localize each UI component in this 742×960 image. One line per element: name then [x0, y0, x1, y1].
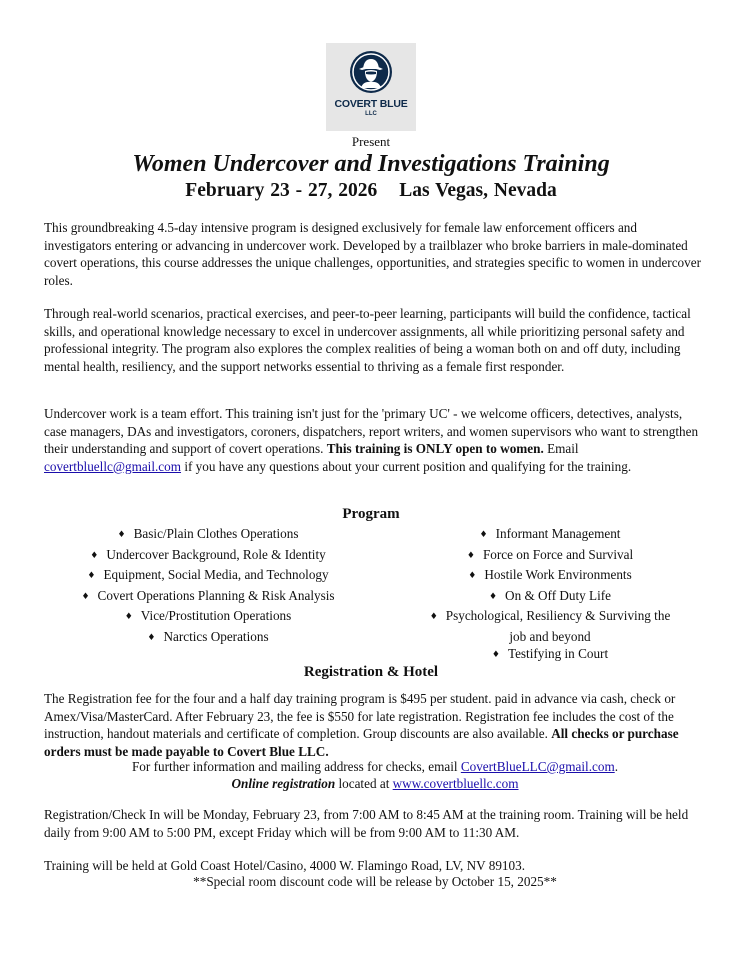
p3-text-c: if you have any questions about your current position and qualifying for the training.: [181, 458, 632, 474]
present-label: Present: [351, 134, 391, 149]
program-item: ♦ Vice/Prostitution Operations: [124, 608, 292, 623]
detective-emblem-icon: [349, 50, 393, 94]
info-line: For further information and mailing address for checks, email CovertBlueLLC@gmail.com.: [131, 759, 619, 774]
diamond-bullet-icon: ♦: [468, 571, 477, 581]
women-only-notice: This training is ONLY open to women.: [326, 441, 544, 456]
diamond-bullet-icon: ♦: [124, 612, 133, 622]
event-location: Las Vegas, Nevada: [399, 180, 557, 201]
date-location-line: [0, 180, 742, 202]
diamond-bullet-icon: ♦: [147, 632, 156, 643]
p3-text-a: Undercover work is a team effort. This training isn't just for the 'primary UC' - we welcome officers, detectives, analysts, case managers, DAs and investigators, coroners, dispatchers, report writers, and women supervisors who want to strengthen their understanding and support of covert operations.: [44, 406, 699, 456]
registration-heading: Registration & Hotel: [303, 664, 439, 680]
logo-suffix: LLC: [365, 111, 377, 117]
website-link[interactable]: www.covertbluellc.com: [392, 776, 519, 791]
logo-name: COVERT BLUE: [334, 98, 408, 110]
registration-email-link[interactable]: CovertBlueLLC@gmail.com: [460, 759, 615, 774]
diamond-bullet-icon: ♦: [117, 530, 126, 540]
event-dates: February 23 - 27, 2026: [185, 180, 378, 201]
program-list-right: [400, 525, 700, 666]
program-item: ♦ Informant Management: [479, 526, 621, 541]
diamond-bullet-icon: ♦: [466, 550, 475, 561]
intro-paragraph-3: [44, 405, 706, 475]
contact-email-link[interactable]: covertbluellc@gmail.com: [44, 458, 182, 474]
program-heading: Program: [342, 506, 400, 522]
diamond-bullet-icon: ♦: [429, 612, 438, 622]
program-item: ♦ Equipment, Social Media, and Technology: [87, 567, 329, 582]
intro-paragraph-1: This groundbreaking 4.5-day intensive program is designed exclusively for female law enforcement officers and investigators entering or advancing in undercover work. Developed by a trailblazer who broke barriers in male-dominated covert operations, this course addresses the unique challenges, opportunities, and strategies specific to women in undercover roles.: [44, 220, 701, 288]
room-discount-notice: **Special room discount code will be release by October 15, 2025**: [193, 874, 557, 889]
diamond-bullet-icon: ♦: [81, 591, 90, 602]
diamond-bullet-icon: ♦: [87, 571, 96, 581]
program-item: ♦ Hostile Work Environments: [468, 567, 632, 582]
intro-paragraph-2: Through real-world scenarios, practical exercises, and peer-to-peer learning, participants will build the confidence, tactical skills, and operational knowledge necessary to excel in undercover assignments, all while prioritizing personal safety and professional integrity. The program also explores the complex realities of being a woman both on and off duty, including mental health, resiliency, and the support networks essential to thriving as a female first responder.: [44, 306, 691, 374]
program-item: ♦ Undercover Background, Role & Identity: [90, 546, 326, 562]
online-registration-label: Online registration: [231, 776, 336, 791]
online-registration-line: Online registration located at www.covertbluellc.com: [231, 776, 519, 791]
covert-blue-logo: [326, 43, 416, 131]
program-item: ♦ Narctics Operations: [147, 628, 269, 644]
program-list-left: [58, 525, 358, 648]
checkin-paragraph: Registration/Check In will be Monday, February 23, from 7:00 AM to 8:45 AM at the training room. Training will be held daily from 9:00 AM to 5:00 PM, except Friday which will be from 9:00 AM to 11:30 AM.: [44, 807, 689, 840]
page-title: Women Undercover and Investigations Training: [132, 151, 610, 177]
diamond-bullet-icon: ♦: [479, 530, 488, 540]
hotel-paragraph: Training will be held at Gold Coast Hotel/Casino, 4000 W. Flamingo Road, LV, NV 89103.: [44, 858, 525, 873]
diamond-bullet-icon: ♦: [90, 550, 99, 561]
diamond-bullet-icon: ♦: [488, 591, 498, 602]
p3-text-b: Email: [543, 441, 579, 456]
program-item: ♦ Basic/Plain Clothes Operations: [117, 526, 299, 541]
registration-paragraph: [44, 690, 706, 760]
program-item: ♦ Psychological, Resiliency & Surviving the job and beyond: [429, 608, 671, 644]
diamond-bullet-icon: ♦: [491, 650, 500, 660]
program-item: ♦ Covert Operations Planning & Risk Analysis: [81, 587, 335, 603]
program-item: ♦ Testifying in Court: [491, 646, 609, 661]
program-item: ♦ On & Off Duty Life: [488, 587, 612, 603]
program-item: ♦ Force on Force and Survival: [466, 546, 634, 562]
registration-fee-text: The Registration fee for the four and a half day training program is $495 per student. paid in advance via cash, check or Amex/Visa/MasterCard. After February 23, the fee is $550 for late registration. Registration fee includes the cost of the instruction, handout materials and certificate of completion. Group discounts are also available.: [44, 691, 676, 741]
payable-notice: All checks or purchase orders must be made payable to Covert Blue LLC.: [44, 726, 679, 759]
